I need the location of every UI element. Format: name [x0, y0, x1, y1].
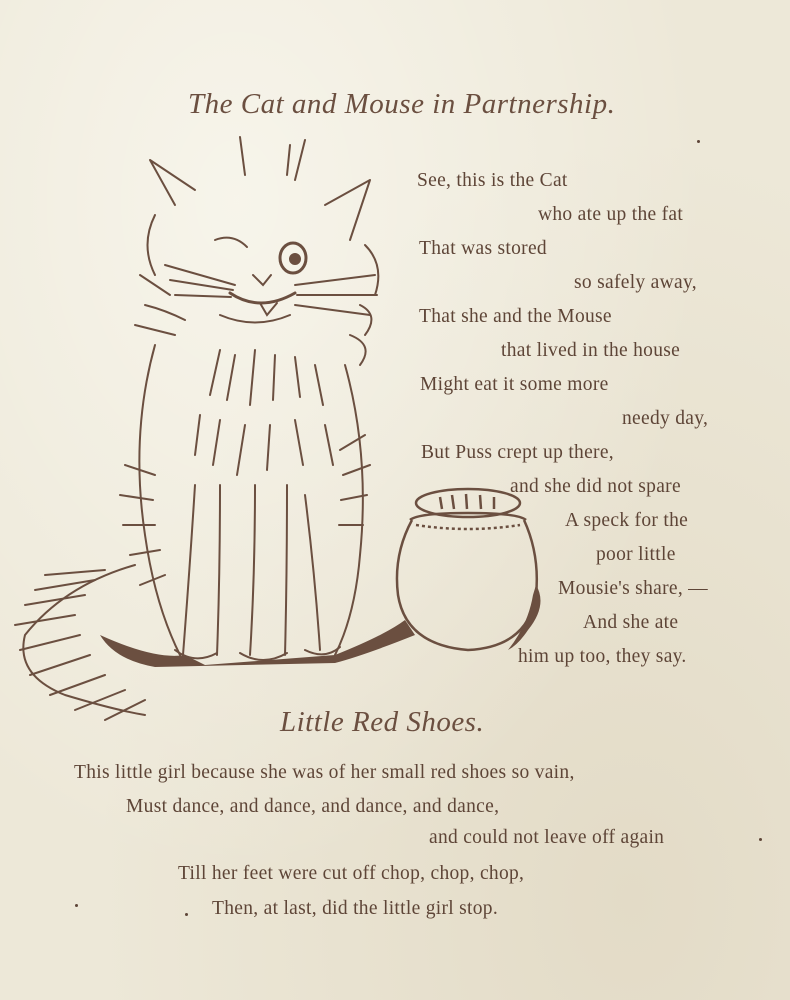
poem1-line: A speck for the	[565, 510, 689, 531]
poem1-line: so safely away,	[574, 272, 697, 293]
poem2-line: This little girl because she was of her small red shoes so vain,	[74, 762, 575, 783]
poem1-line: Might eat it some more	[420, 374, 609, 395]
poem1-line: needy day,	[622, 408, 709, 429]
poem2-line: and could not leave off again	[429, 827, 665, 848]
poem1-line: That she and the Mouse	[419, 306, 612, 327]
fat-jar-illustration	[388, 485, 548, 660]
poem1-line: That was stored	[419, 238, 547, 259]
poem2-line: Must dance, and dance, and dance, and dance,	[126, 796, 500, 817]
poem1-line: that lived in the house	[501, 340, 681, 361]
paper-speck	[759, 838, 762, 841]
poem2-line: Till her feet were cut off chop, chop, chop,	[178, 863, 525, 884]
poem1-line: and she did not spare	[510, 476, 681, 497]
poem1-line: him up too, they say.	[518, 646, 687, 667]
poem2-line: Then, at last, did the little girl stop.	[212, 898, 499, 919]
paper-speck	[75, 904, 78, 907]
poem1-line: who ate up the fat	[538, 204, 684, 225]
poem1-line: See, this is the Cat	[417, 170, 568, 191]
poem1-line: And she ate	[583, 612, 679, 633]
poem1-line: Mousie's share, —	[558, 578, 708, 599]
poem1-line: poor little	[596, 544, 676, 565]
poem1-line: But Puss crept up there,	[421, 442, 614, 463]
paper-speck	[697, 140, 700, 143]
story-title-cat-and-mouse: The Cat and Mouse in Partnership.	[188, 88, 616, 120]
story-title-little-red-shoes: Little Red Shoes.	[280, 706, 485, 738]
cat-illustration	[5, 135, 425, 725]
paper-speck	[185, 913, 188, 916]
